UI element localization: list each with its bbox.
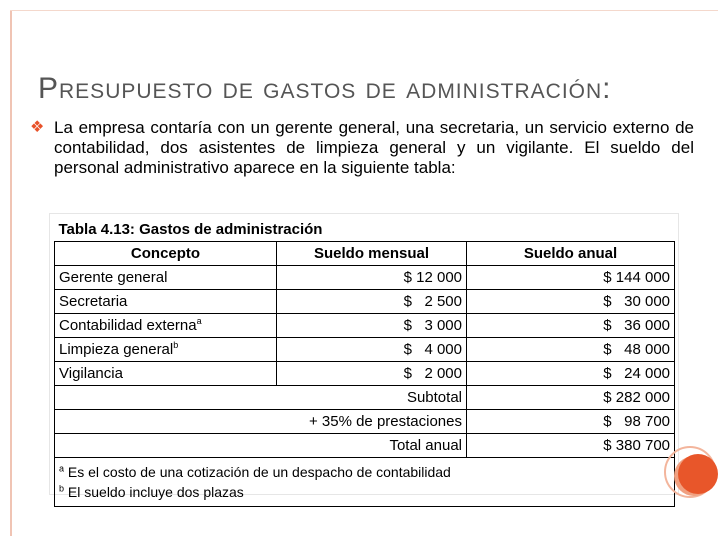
concepto-text: Contabilidad externa [59,317,197,334]
cell-concepto [55,314,277,338]
bullet-square-icon: ❖ [30,119,45,136]
cell-mensual: $ 3 000 [277,314,467,338]
footnote-a [59,462,670,482]
cell-anual: $ 48 000 [467,338,675,362]
cell-mensual: $ 2 500 [277,290,467,314]
table-image [50,214,678,500]
decorative-circle [678,454,718,494]
table-caption: Tabla 4.13: Gastos de administración [55,218,675,242]
footnote-text: Es el costo de una cotización de un despacho de contabilidad [67,464,451,480]
cell-mensual: $ 12 000 [277,266,467,290]
concepto-text: Vigilancia [59,365,123,382]
header-sueldo-mensual: Sueldo mensual [277,242,467,266]
cell-concepto [55,338,277,362]
header-concepto: Concepto [55,242,277,266]
slide-frame-left [10,10,12,536]
table-row [55,338,675,362]
cell-concepto [55,266,277,290]
summary-label: Total anual [55,434,467,458]
header-sueldo-anual: Sueldo anual [467,242,675,266]
bullet-block [30,118,694,178]
summary-value: $ 98 700 [467,410,675,434]
footnotes-cell [55,458,675,507]
table-header-row [55,242,675,266]
table-row [55,362,675,386]
cell-concepto [55,290,277,314]
cell-anual: $ 144 000 [467,266,675,290]
cell-mensual: $ 2 000 [277,362,467,386]
footnote-mark: b [59,483,65,494]
cell-concepto [55,362,277,386]
bullet-text: La empresa contaría con un gerente general, una secretaria, un servicio externo de contabilidad, dos asistentes de limpieza general y un vigilante. El sueldo del personal administrativo aparece en la siguiente tabla: [54,118,694,177]
concepto-sup: b [173,340,179,350]
concepto-text: Secretaria [59,293,128,310]
table-row [55,266,675,290]
footnote-b [59,482,670,502]
table-caption-row [55,218,675,242]
summary-value: $ 282 000 [467,386,675,410]
concepto-text: Limpieza general [59,341,174,358]
cell-anual: $ 24 000 [467,362,675,386]
concepto-text: Gerente general [59,269,168,286]
summary-value: $ 380 700 [467,434,675,458]
slide-frame-top [10,10,718,11]
summary-row-total [55,434,675,458]
footnote-mark: a [59,463,65,474]
footnote-text: El sueldo incluye dos plazas [67,484,244,500]
cell-mensual: $ 4 000 [277,338,467,362]
footnotes-row [55,458,675,507]
table-row [55,314,675,338]
summary-label: Subtotal [55,386,467,410]
summary-row-subtotal [55,386,675,410]
table-row [55,290,675,314]
gastos-table [54,218,675,507]
slide-title: Presupuesto de gastos de administración: [38,72,612,105]
cell-anual: $ 30 000 [467,290,675,314]
summary-label: + 35% de prestaciones [55,410,467,434]
cell-anual: $ 36 000 [467,314,675,338]
concepto-sup: a [196,316,202,326]
summary-row-prestaciones [55,410,675,434]
